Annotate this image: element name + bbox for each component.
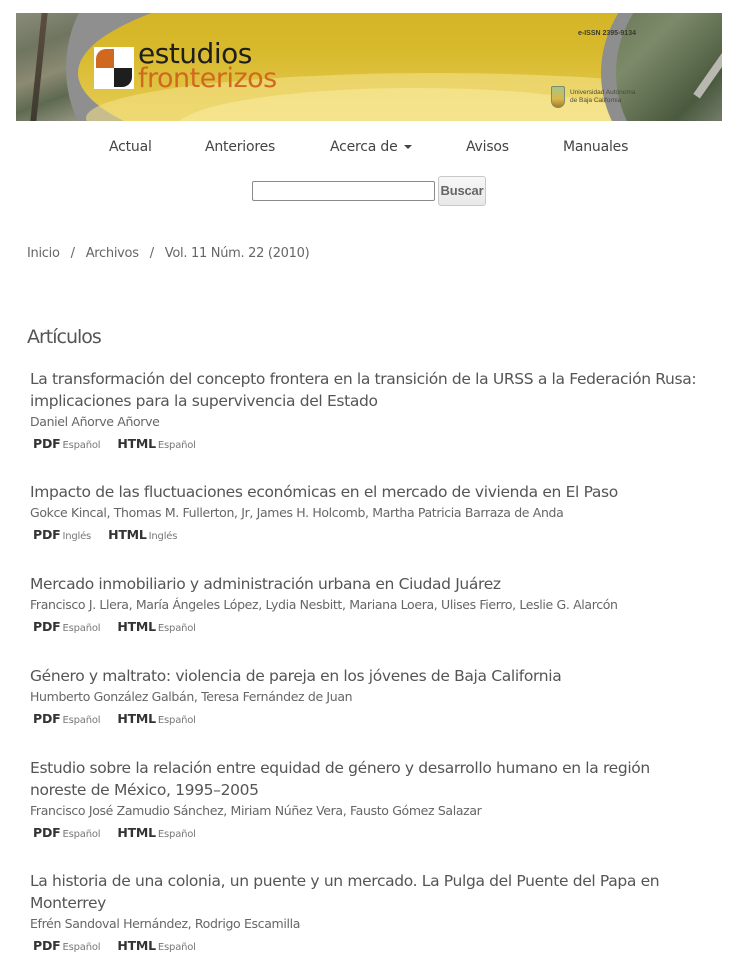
article-title[interactable]: La transformación del concepto frontera en la transición de la URSS a la Federación Rusa: implicaciones para la supervivencia del Estado xyxy=(30,370,697,410)
article-authors: Daniel Añorve Añorve xyxy=(30,414,160,429)
article-item xyxy=(30,665,710,731)
galley-pdf-link[interactable] xyxy=(33,822,100,845)
galley-format: PDF xyxy=(33,436,61,451)
galley-language: Español xyxy=(157,440,196,451)
search-input[interactable] xyxy=(252,181,435,201)
galley-pdf-link[interactable] xyxy=(33,433,100,456)
galley-format: HTML xyxy=(108,527,147,542)
issn-label: e-ISSN 2395-9134 xyxy=(578,30,636,37)
galley-links xyxy=(30,935,710,958)
galley-language: Español xyxy=(157,829,196,840)
galley-format: HTML xyxy=(117,938,156,953)
article-item xyxy=(30,870,710,958)
article-item xyxy=(30,481,710,547)
article-title[interactable]: Impacto de las fluctuaciones económicas en el mercado de vivienda en El Paso xyxy=(30,483,618,501)
caret-down-icon xyxy=(404,145,412,149)
breadcrumb-current: Vol. 11 Núm. 22 (2010) xyxy=(164,246,310,261)
galley-pdf-link[interactable] xyxy=(33,935,100,958)
galley-format: PDF xyxy=(33,825,61,840)
galley-language: Español xyxy=(157,623,196,634)
article-authors: Efrén Sandoval Hernández, Rodrigo Escamilla xyxy=(30,916,301,931)
main-nav xyxy=(0,135,744,159)
breadcrumb xyxy=(27,245,309,263)
nav-item-acerca-de[interactable] xyxy=(330,135,412,159)
galley-language: Español xyxy=(62,440,101,451)
journal-banner[interactable] xyxy=(16,13,722,121)
article-authors: Humberto González Galbán, Teresa Fernández de Juan xyxy=(30,689,353,704)
breadcrumb-separator: / xyxy=(149,246,154,261)
article-title[interactable]: La historia de una colonia, un puente y un mercado. La Pulga del Puente del Papa en Monterrey xyxy=(30,872,660,912)
galley-links xyxy=(30,822,710,845)
galley-language: Español xyxy=(62,829,101,840)
galley-language: Inglés xyxy=(148,531,178,542)
galley-language: Español xyxy=(62,623,101,634)
galley-format: HTML xyxy=(117,436,156,451)
article-authors: Francisco J. Llera, María Ángeles López, Lydia Nesbitt, Mariana Loera, Ulises Fierro, Leslie G. Alarcón xyxy=(30,597,618,612)
galley-links xyxy=(30,616,710,639)
galley-html-link[interactable] xyxy=(117,822,195,845)
galley-language: Español xyxy=(157,942,196,953)
galley-language: Español xyxy=(62,715,101,726)
galley-format: PDF xyxy=(33,527,61,542)
galley-format: PDF xyxy=(33,938,61,953)
galley-format: HTML xyxy=(117,619,156,634)
article-title[interactable]: Mercado inmobiliario y administración urbana en Ciudad Juárez xyxy=(30,575,501,593)
article-title[interactable]: Género y maltrato: violencia de pareja en los jóvenes de Baja California xyxy=(30,667,562,685)
university-shield-icon xyxy=(551,86,565,108)
journal-logo-mark xyxy=(94,47,134,89)
galley-format: PDF xyxy=(33,619,61,634)
galley-html-link[interactable] xyxy=(117,616,195,639)
nav-item-actual[interactable]: Actual xyxy=(109,139,152,155)
galley-language: Español xyxy=(157,715,196,726)
article-authors: Gokce Kincal, Thomas M. Fullerton, Jr, James H. Holcomb, Martha Patricia Barraza de Anda xyxy=(30,505,564,520)
galley-pdf-link[interactable] xyxy=(33,708,100,731)
nav-item-acerca-de-label: Acerca de xyxy=(330,139,398,155)
galley-html-link[interactable] xyxy=(117,708,195,731)
nav-item-avisos[interactable]: Avisos xyxy=(466,139,509,155)
university-logo xyxy=(551,86,640,108)
galley-pdf-link[interactable] xyxy=(33,524,91,547)
galley-language: Inglés xyxy=(62,531,92,542)
galley-format: HTML xyxy=(117,711,156,726)
article-item xyxy=(30,757,710,845)
nav-item-anteriores[interactable]: Anteriores xyxy=(205,139,276,155)
section-title: Artículos xyxy=(27,326,101,348)
breadcrumb-inicio[interactable]: Inicio xyxy=(27,246,60,261)
article-authors: Francisco José Zamudio Sánchez, Miriam Núñez Vera, Fausto Gómez Salazar xyxy=(30,803,482,818)
article-item xyxy=(30,368,710,456)
galley-pdf-link[interactable] xyxy=(33,616,100,639)
breadcrumb-archivos[interactable]: Archivos xyxy=(85,246,139,261)
galley-links xyxy=(30,433,710,456)
logo-text-estudios: estudios xyxy=(138,37,252,70)
galley-links xyxy=(30,708,710,731)
galley-format: HTML xyxy=(117,825,156,840)
galley-html-link[interactable] xyxy=(117,935,195,958)
galley-format: PDF xyxy=(33,711,61,726)
galley-language: Español xyxy=(62,942,101,953)
breadcrumb-separator: / xyxy=(70,246,75,261)
search-button[interactable]: Buscar xyxy=(438,176,486,206)
article-item xyxy=(30,573,710,639)
nav-item-manuales[interactable]: Manuales xyxy=(563,139,629,155)
university-name: Universidad Autónoma de Baja California xyxy=(570,89,636,104)
galley-html-link[interactable] xyxy=(117,433,195,456)
logo-text-fronterizos: fronterizos xyxy=(138,63,277,94)
galley-links xyxy=(30,524,710,547)
galley-html-link[interactable] xyxy=(108,524,177,547)
article-title[interactable]: Estudio sobre la relación entre equidad de género y desarrollo humano en la región noreste de México, 1995–2005 xyxy=(30,759,650,799)
